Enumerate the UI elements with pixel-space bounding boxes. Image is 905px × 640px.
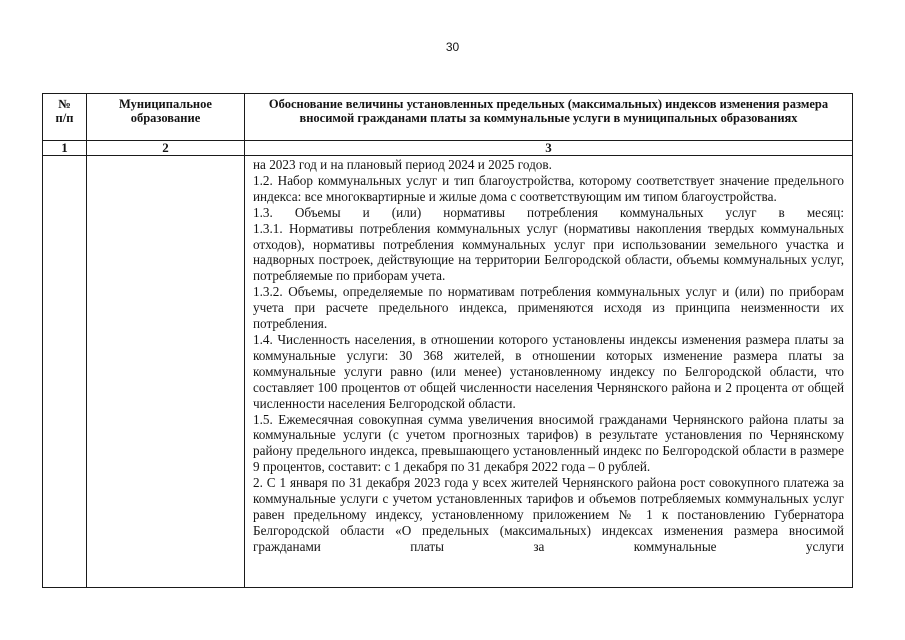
- column-number-1: 1: [43, 141, 87, 156]
- paragraph-1-5: 1.5. Ежемесячная совокупная сумма увеличения вносимой гражданами Чернянского района платы за коммунальные услуги (с учетом прогнозных тарифов) в результате установления по Чернянскому району предельного индекса, превышающего установленный индекс по Белгородской области в размере 9 процентов, составит: с 1 декабря по 31 декабря 2022 года – 0 рублей.: [253, 411, 844, 475]
- header-justification: Обоснование величины установленных предельных (максимальных) индексов изменения размера вносимой гражданами платы за коммунальные услуги в муниципальных образованиях: [245, 94, 853, 141]
- table-header-row: [43, 94, 853, 141]
- column-number-3: 3: [245, 141, 853, 156]
- column-number-2: 2: [87, 141, 245, 156]
- header-number: № п/п: [43, 94, 87, 141]
- paragraph-2: 2. С 1 января по 31 декабря 2023 года у всех жителей Чернянского района рост совокупного платежа за коммунальные услуги с учетом установленных тарифов и объемов потребляемых коммунальных услуг равен предельному индексу, установленному приложением № 1 к постановлению Губернатора Белгородской области «О предельных (максимальных) индексах изменения размера вносимой гражданами платы за коммунальные услуги: [253, 475, 844, 554]
- paragraph-1-3-1: 1.3.1. Нормативы потребления коммунальных услуг (нормативы накопления твердых коммунальных отходов), нормативы потребления коммунальных услуг при использовании земельного участка и надворных построек, действующие на территории Белгородской области, объемы коммунальных услуг, потребляемые по приборам учета.: [253, 220, 844, 284]
- document-table: [42, 93, 853, 588]
- paragraph-1-3: 1.3. Объемы и (или) нормативы потребления коммунальных услуг в месяц:: [253, 204, 844, 220]
- paragraph-continuation: на 2023 год и на плановый период 2024 и 2025 годов.: [253, 157, 552, 172]
- municipality-cell: [87, 156, 245, 588]
- paragraph-1-4: 1.4. Численность населения, в отношении которого установлены индексы изменения размера платы за коммунальные услуги: 30 368 жителей, в отношении которых изменение размера платы за коммунальные услуги равно (или менее) установленному индексу по Белгородской области, что составляет 100 процентов от общей численности населения Чернянского района и 2 процента от общей численности населения Белгородской области.: [253, 331, 844, 411]
- justification-cell: [245, 156, 853, 588]
- table-body-row: [43, 156, 853, 588]
- row-number-cell: [43, 156, 87, 588]
- column-number-row: [43, 141, 853, 156]
- paragraph-1-3-2: 1.3.2. Объемы, определяемые по нормативам потребления коммунальных услуг и (или) по приборам учета при расчете предельного индекса, применяются исходя из принципа неизменности их потребления.: [253, 284, 844, 332]
- header-municipality: Муниципальное образование: [87, 94, 245, 141]
- page-number: 30: [445, 40, 460, 54]
- paragraph-1-2: 1.2. Набор коммунальных услуг и тип благоустройства, которому соответствует значение предельного индекса: все многоквартирные и жилые дома с соответствующим им типом благоустройства.: [253, 172, 844, 204]
